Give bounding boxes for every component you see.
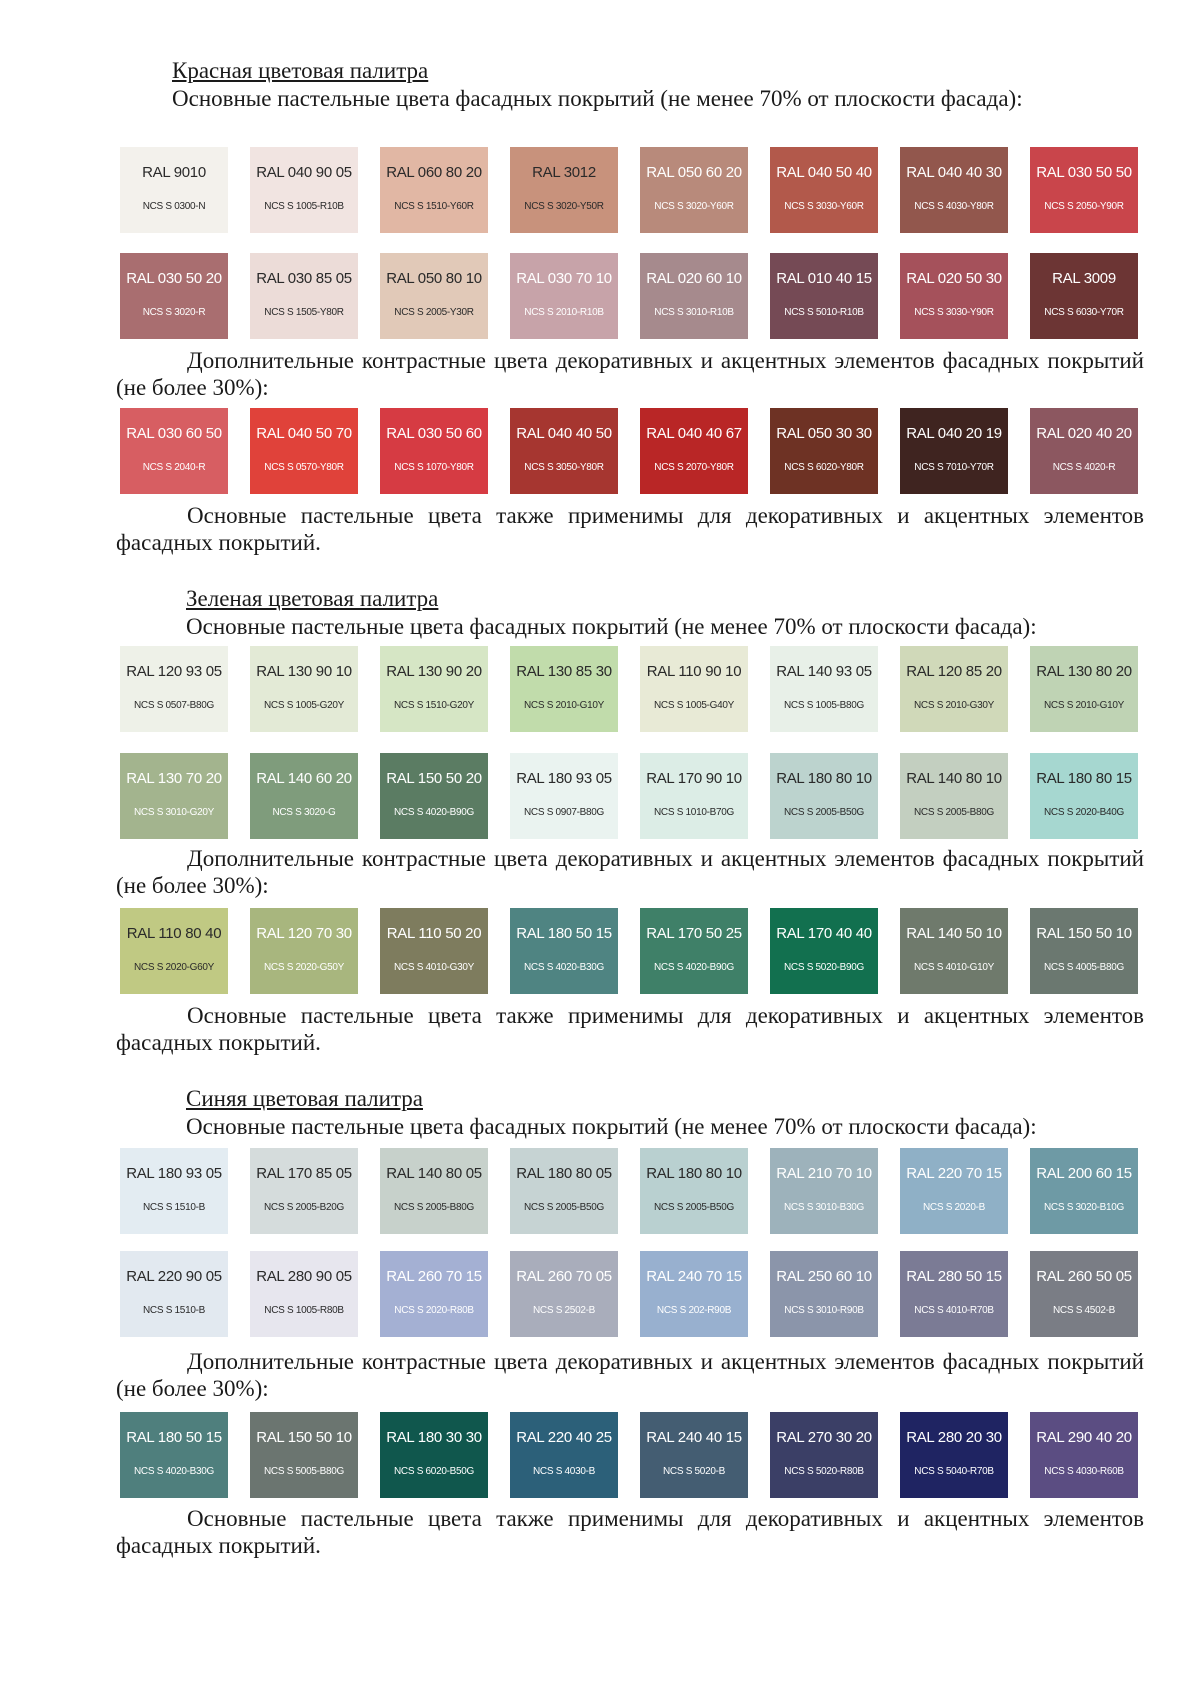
ncs-code: NCS S 4020-B30G	[524, 962, 604, 973]
extra-colors-caption: Дополнительные контрастные цвета декоративных и акцентных элементов фасадных покрытий (не более 30%):	[116, 1349, 1144, 1401]
color-swatch	[1030, 147, 1138, 233]
ral-code: RAL 030 70 10	[516, 270, 612, 287]
ral-code: RAL 180 80 10	[776, 770, 872, 787]
color-swatch	[900, 908, 1008, 994]
color-swatch	[120, 908, 228, 994]
ncs-code: NCS S 4010-R70B	[914, 1305, 994, 1316]
ral-code: RAL 200 60 15	[1036, 1165, 1132, 1182]
color-swatch	[510, 147, 618, 233]
ral-code: RAL 050 30 30	[776, 425, 872, 442]
ncs-code: NCS S 2020-B	[923, 1202, 985, 1213]
color-swatch	[510, 908, 618, 994]
ncs-code: NCS S 4020-B30G	[134, 1466, 214, 1477]
ral-code: RAL 180 30 30	[386, 1429, 482, 1446]
ncs-code: NCS S 1510-B	[143, 1305, 205, 1316]
ncs-code: NCS S 5005-B80G	[264, 1466, 344, 1477]
ral-code: RAL 170 50 25	[646, 925, 742, 942]
ncs-code: NCS S 3020-R	[142, 307, 206, 318]
ral-code: RAL 250 60 10	[776, 1268, 872, 1285]
ral-code: RAL 140 50 10	[906, 925, 1002, 942]
ncs-code: NCS S 0907-B80G	[524, 807, 604, 818]
color-swatch	[770, 253, 878, 339]
ral-code: RAL 050 60 20	[646, 164, 742, 181]
color-swatch	[900, 1251, 1008, 1337]
color-swatch	[250, 908, 358, 994]
color-swatch	[640, 1412, 748, 1498]
color-swatch	[120, 753, 228, 839]
ral-code: RAL 220 90 05	[126, 1268, 222, 1285]
color-swatch	[510, 1148, 618, 1234]
ncs-code: NCS S 2005-B80G	[914, 807, 994, 818]
ral-code: RAL 020 60 10	[646, 270, 742, 287]
ncs-code: NCS S 7010-Y70R	[914, 462, 994, 473]
color-swatch	[510, 1251, 618, 1337]
swatch-row	[120, 908, 1140, 994]
ncs-code: NCS S 2020-R80B	[394, 1305, 474, 1316]
color-swatch	[380, 1148, 488, 1234]
ncs-code: NCS S 4020-B90G	[394, 807, 474, 818]
ral-code: RAL 3009	[1052, 270, 1116, 287]
color-swatch	[250, 408, 358, 494]
ncs-code: NCS S 2005-B50G	[784, 807, 864, 818]
ral-code: RAL 220 70 15	[906, 1165, 1002, 1182]
color-swatch	[250, 1251, 358, 1337]
ncs-code: NCS S 2070-Y80R	[654, 462, 734, 473]
ncs-code: NCS S 4502-B	[1053, 1305, 1115, 1316]
color-swatch	[120, 646, 228, 732]
color-swatch	[1030, 253, 1138, 339]
color-swatch	[380, 253, 488, 339]
color-swatch	[120, 408, 228, 494]
ral-code: RAL 170 90 10	[646, 770, 742, 787]
ncs-code: NCS S 1005-G40Y	[654, 700, 734, 711]
ncs-code: NCS S 2005-Y30R	[394, 307, 474, 318]
color-swatch	[770, 908, 878, 994]
main-colors-caption: Основные пастельные цвета фасадных покрытий (не менее 70% от плоскости фасада):	[186, 614, 1037, 639]
color-swatch	[640, 147, 748, 233]
color-swatch	[510, 408, 618, 494]
ncs-code: NCS S 1005-B80G	[784, 700, 864, 711]
color-swatch	[1030, 908, 1138, 994]
color-swatch	[250, 1412, 358, 1498]
ral-code: RAL 110 50 20	[386, 925, 482, 942]
ral-code: RAL 120 85 20	[906, 663, 1002, 680]
color-swatch	[380, 908, 488, 994]
ncs-code: NCS S 202-R90B	[656, 1305, 732, 1316]
ral-code: RAL 220 40 25	[516, 1429, 612, 1446]
ncs-code: NCS S 3020-B10G	[1044, 1202, 1124, 1213]
ncs-code: NCS S 3020-Y60R	[654, 201, 734, 212]
ral-code: RAL 040 50 70	[256, 425, 352, 442]
ral-code: RAL 010 40 15	[776, 270, 872, 287]
ncs-code: NCS S 3020-G	[272, 807, 336, 818]
ncs-code: NCS S 2010-R10B	[524, 307, 604, 318]
ral-code: RAL 150 50 10	[256, 1429, 352, 1446]
color-swatch	[640, 1251, 748, 1337]
color-swatch	[380, 147, 488, 233]
ncs-code: NCS S 2010-G30Y	[914, 700, 994, 711]
color-swatch	[1030, 1412, 1138, 1498]
color-swatch	[380, 646, 488, 732]
ral-code: RAL 130 90 10	[256, 663, 352, 680]
ral-code: RAL 140 80 05	[386, 1165, 482, 1182]
color-swatch	[770, 646, 878, 732]
ncs-code: NCS S 5010-R10B	[784, 307, 864, 318]
color-swatch	[770, 1148, 878, 1234]
color-swatch	[250, 646, 358, 732]
ral-code: RAL 130 90 20	[386, 663, 482, 680]
ncs-code: NCS S 1010-B70G	[654, 807, 734, 818]
ncs-code: NCS S 5020-R80B	[784, 1466, 864, 1477]
color-swatch	[250, 753, 358, 839]
ncs-code: NCS S 6020-B50G	[394, 1466, 474, 1477]
ral-code: RAL 140 80 10	[906, 770, 1002, 787]
ral-code: RAL 180 80 05	[516, 1165, 612, 1182]
ncs-code: NCS S 2502-B	[533, 1305, 595, 1316]
ral-code: RAL 280 50 15	[906, 1268, 1002, 1285]
ral-code: RAL 260 50 05	[1036, 1268, 1132, 1285]
ncs-code: NCS S 1070-Y80R	[394, 462, 474, 473]
ncs-code: NCS S 1005-R80B	[264, 1305, 344, 1316]
ral-code: RAL 180 93 05	[126, 1165, 222, 1182]
color-swatch	[770, 147, 878, 233]
ral-code: RAL 290 40 20	[1036, 1429, 1132, 1446]
ral-code: RAL 150 50 20	[386, 770, 482, 787]
ral-code: RAL 030 50 20	[126, 270, 222, 287]
ncs-code: NCS S 4020-B90G	[654, 962, 734, 973]
color-swatch	[640, 408, 748, 494]
color-swatch	[1030, 1251, 1138, 1337]
palette-note: Основные пастельные цвета также применимы для декоративных и акцентных элементов фасадных покрытий.	[116, 1003, 1144, 1055]
ncs-code: NCS S 2040-R	[142, 462, 206, 473]
ncs-code: NCS S 2020-G60Y	[134, 962, 214, 973]
ncs-code: NCS S 1005-R10B	[264, 201, 344, 212]
ncs-code: NCS S 2005-B80G	[394, 1202, 474, 1213]
ral-code: RAL 030 50 50	[1036, 164, 1132, 181]
ral-code: RAL 180 93 05	[516, 770, 612, 787]
ncs-code: NCS S 3010-G20Y	[134, 807, 214, 818]
ral-code: RAL 120 70 30	[256, 925, 352, 942]
ral-code: RAL 050 80 10	[386, 270, 482, 287]
swatch-row	[120, 408, 1140, 494]
ncs-code: NCS S 6020-Y80R	[784, 462, 864, 473]
ncs-code: NCS S 3010-R10B	[654, 307, 734, 318]
section-title: Красная цветовая палитра	[172, 58, 429, 83]
color-swatch	[770, 408, 878, 494]
color-swatch	[1030, 646, 1138, 732]
color-swatch	[900, 1412, 1008, 1498]
color-swatch	[900, 753, 1008, 839]
color-swatch	[640, 253, 748, 339]
ncs-code: NCS S 4030-B	[533, 1466, 595, 1477]
color-swatch	[510, 646, 618, 732]
ncs-code: NCS S 4030-R60B	[1044, 1466, 1124, 1477]
color-swatch	[250, 253, 358, 339]
ncs-code: NCS S 4010-G10Y	[914, 962, 994, 973]
ral-code: RAL 040 50 40	[776, 164, 872, 181]
color-swatch	[1030, 408, 1138, 494]
ncs-code: NCS S 4020-R	[1052, 462, 1116, 473]
ncs-code: NCS S 3030-Y90R	[914, 307, 994, 318]
color-swatch	[1030, 753, 1138, 839]
ral-code: RAL 020 50 30	[906, 270, 1002, 287]
ral-code: RAL 130 85 30	[516, 663, 612, 680]
ncs-code: NCS S 3010-B30G	[784, 1202, 864, 1213]
ral-code: RAL 3012	[532, 164, 596, 181]
ral-code: RAL 040 40 30	[906, 164, 1002, 181]
ncs-code: NCS S 2005-B50G	[654, 1202, 734, 1213]
color-swatch	[1030, 1148, 1138, 1234]
ral-code: RAL 260 70 05	[516, 1268, 612, 1285]
color-swatch	[510, 253, 618, 339]
ncs-code: NCS S 5020-B90G	[784, 962, 864, 973]
ncs-code: NCS S 2020-B40G	[1044, 807, 1124, 818]
ral-code: RAL 040 40 50	[516, 425, 612, 442]
ncs-code: NCS S 3030-Y60R	[784, 201, 864, 212]
color-swatch	[900, 1148, 1008, 1234]
ncs-code: NCS S 3050-Y80R	[524, 462, 604, 473]
ncs-code: NCS S 4010-G30Y	[394, 962, 474, 973]
color-swatch	[120, 1148, 228, 1234]
color-swatch	[900, 253, 1008, 339]
ncs-code: NCS S 1005-G20Y	[264, 700, 344, 711]
ncs-code: NCS S 2005-B20G	[264, 1202, 344, 1213]
section-title: Синяя цветовая палитра	[186, 1086, 423, 1111]
color-swatch	[120, 147, 228, 233]
color-swatch	[770, 753, 878, 839]
extra-colors-caption: Дополнительные контрастные цвета декоративных и акцентных элементов фасадных покрытий (не более 30%):	[116, 348, 1144, 400]
color-swatch	[770, 1412, 878, 1498]
ncs-code: NCS S 0570-Y80R	[264, 462, 344, 473]
swatch-row	[120, 753, 1140, 839]
color-swatch	[380, 1251, 488, 1337]
swatch-row	[120, 646, 1140, 732]
ncs-code: NCS S 2005-B50G	[524, 1202, 604, 1213]
ncs-code: NCS S 6030-Y70R	[1044, 307, 1124, 318]
swatch-row	[120, 147, 1140, 233]
ral-code: RAL 270 30 20	[776, 1429, 872, 1446]
color-swatch	[770, 1251, 878, 1337]
swatch-row	[120, 253, 1140, 339]
ral-code: RAL 140 60 20	[256, 770, 352, 787]
color-swatch	[510, 753, 618, 839]
ral-code: RAL 130 70 20	[126, 770, 222, 787]
palette-note: Основные пастельные цвета также применимы для декоративных и акцентных элементов фасадных покрытий.	[116, 1506, 1144, 1558]
ncs-code: NCS S 4005-B80G	[1044, 962, 1124, 973]
ral-code: RAL 110 90 10	[646, 663, 742, 680]
color-swatch	[640, 753, 748, 839]
ral-code: RAL 040 40 67	[646, 425, 742, 442]
ncs-code: NCS S 5020-B	[663, 1466, 725, 1477]
ncs-code: NCS S 2010-G10Y	[524, 700, 604, 711]
ral-code: RAL 130 80 20	[1036, 663, 1132, 680]
ncs-code: NCS S 4030-Y80R	[914, 201, 994, 212]
ral-code: RAL 030 85 05	[256, 270, 352, 287]
section-title: Зеленая цветовая палитра	[186, 586, 439, 611]
color-swatch	[640, 1148, 748, 1234]
swatch-row	[120, 1148, 1140, 1234]
color-swatch	[250, 147, 358, 233]
ral-code: RAL 150 50 10	[1036, 925, 1132, 942]
ral-code: RAL 110 80 40	[126, 925, 222, 942]
color-swatch	[250, 1148, 358, 1234]
ral-code: RAL 210 70 10	[776, 1165, 872, 1182]
ncs-code: NCS S 0300-N	[142, 201, 206, 212]
ral-code: RAL 140 93 05	[776, 663, 872, 680]
main-colors-caption: Основные пастельные цвета фасадных покрытий (не менее 70% от плоскости фасада):	[172, 86, 1023, 111]
color-swatch	[120, 1251, 228, 1337]
color-swatch	[120, 253, 228, 339]
color-swatch	[380, 753, 488, 839]
ral-code: RAL 020 40 20	[1036, 425, 1132, 442]
ncs-code: NCS S 1510-Y60R	[394, 201, 474, 212]
ral-code: RAL 030 50 60	[386, 425, 482, 442]
swatch-row	[120, 1251, 1140, 1337]
color-swatch	[640, 908, 748, 994]
color-swatch	[120, 1412, 228, 1498]
ral-code: RAL 170 85 05	[256, 1165, 352, 1182]
ral-code: RAL 280 20 30	[906, 1429, 1002, 1446]
color-swatch	[900, 147, 1008, 233]
swatch-row	[120, 1412, 1140, 1498]
ral-code: RAL 9010	[142, 164, 206, 181]
color-swatch	[640, 646, 748, 732]
ncs-code: NCS S 1505-Y80R	[264, 307, 344, 318]
ncs-code: NCS S 3020-Y50R	[524, 201, 604, 212]
ncs-code: NCS S 2010-G10Y	[1044, 700, 1124, 711]
color-swatch	[380, 1412, 488, 1498]
color-swatch	[900, 646, 1008, 732]
ral-code: RAL 280 90 05	[256, 1268, 352, 1285]
palette-note: Основные пастельные цвета также применимы для декоративных и акцентных элементов фасадных покрытий.	[116, 503, 1144, 555]
ral-code: RAL 240 40 15	[646, 1429, 742, 1446]
ral-code: RAL 030 60 50	[126, 425, 222, 442]
ncs-code: NCS S 2020-G50Y	[264, 962, 344, 973]
ncs-code: NCS S 3010-R90B	[784, 1305, 864, 1316]
ncs-code: NCS S 5040-R70B	[914, 1466, 994, 1477]
ncs-code: NCS S 1510-G20Y	[394, 700, 474, 711]
color-swatch	[380, 408, 488, 494]
color-swatch	[900, 408, 1008, 494]
ncs-code: NCS S 0507-B80G	[134, 700, 214, 711]
ral-code: RAL 040 20 19	[906, 425, 1002, 442]
extra-colors-caption: Дополнительные контрастные цвета декоративных и акцентных элементов фасадных покрытий (не более 30%):	[116, 846, 1144, 898]
ncs-code: NCS S 2050-Y90R	[1044, 201, 1124, 212]
ral-code: RAL 040 90 05	[256, 164, 352, 181]
ral-code: RAL 180 50 15	[516, 925, 612, 942]
ral-code: RAL 180 80 10	[646, 1165, 742, 1182]
ral-code: RAL 170 40 40	[776, 925, 872, 942]
ral-code: RAL 260 70 15	[386, 1268, 482, 1285]
ral-code: RAL 120 93 05	[126, 663, 222, 680]
ncs-code: NCS S 1510-B	[143, 1202, 205, 1213]
color-swatch	[510, 1412, 618, 1498]
main-colors-caption: Основные пастельные цвета фасадных покрытий (не менее 70% от плоскости фасада):	[186, 1114, 1037, 1139]
ral-code: RAL 180 80 15	[1036, 770, 1132, 787]
ral-code: RAL 060 80 20	[386, 164, 482, 181]
ral-code: RAL 180 50 15	[126, 1429, 222, 1446]
ral-code: RAL 240 70 15	[646, 1268, 742, 1285]
